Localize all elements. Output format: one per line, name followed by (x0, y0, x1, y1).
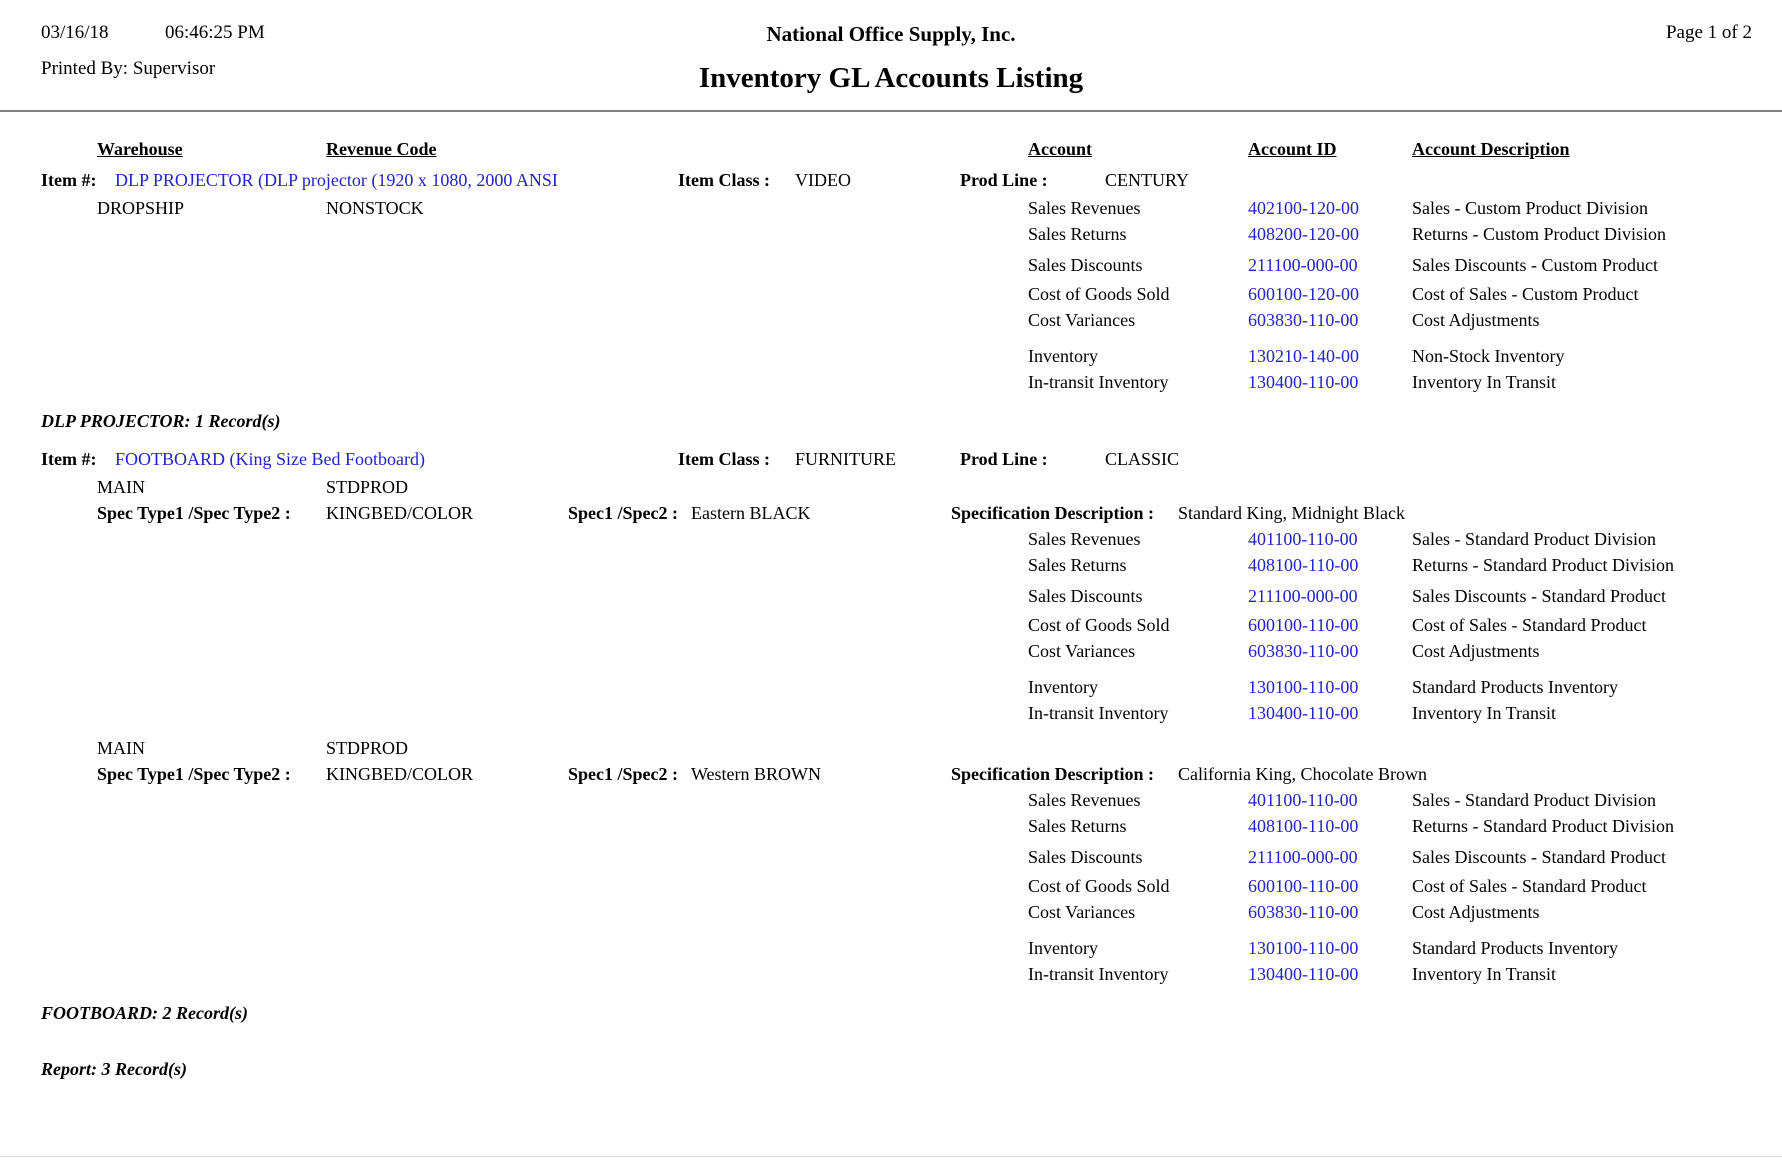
account-label: Sales Discounts (1028, 586, 1143, 606)
spec-row (0, 500, 1782, 526)
spec-description-value: California King, Chocolate Brown (1178, 764, 1427, 784)
account-label: Sales Returns (1028, 555, 1127, 575)
page-number: Page 1 of 2 (1665, 22, 1752, 43)
account-label: In-transit Inventory (1028, 372, 1169, 392)
report-header-line1 (0, 22, 1782, 58)
account-id-link[interactable]: 130210-140-00 (1248, 346, 1359, 366)
account-id-link[interactable]: 603830-110-00 (1248, 902, 1359, 922)
account-description: Cost of Sales - Custom Product (1412, 284, 1639, 304)
account-id-link[interactable]: 130100-110-00 (1248, 938, 1359, 958)
account-id-link[interactable]: 600100-110-00 (1248, 615, 1359, 635)
item-header-row (0, 167, 1782, 193)
account-row (0, 612, 1782, 638)
company-name: National Office Supply, Inc. (766, 22, 1016, 46)
spec-description-value: Standard King, Midnight Black (1178, 503, 1405, 523)
column-headers (0, 136, 1782, 162)
prod-line-value: CLASSIC (1105, 449, 1180, 469)
account-description: Returns - Custom Product Division (1412, 224, 1667, 244)
col-account-description: Account Description (1412, 139, 1570, 159)
account-id-link[interactable]: 408100-110-00 (1248, 555, 1359, 575)
account-description: Sales Discounts - Custom Product (1412, 255, 1658, 275)
account-description: Standard Products Inventory (1412, 938, 1618, 958)
print-time: 06:46:25 PM (165, 22, 265, 43)
spec-row (0, 761, 1782, 787)
account-row (0, 935, 1782, 961)
account-description: Returns - Standard Product Division (1412, 816, 1674, 836)
account-label: Sales Revenues (1028, 529, 1141, 549)
col-account: Account (1028, 139, 1092, 159)
col-warehouse: Warehouse (97, 139, 183, 159)
account-label: Inventory (1028, 677, 1098, 697)
warehouse-group (0, 195, 1782, 395)
account-description: Cost Adjustments (1412, 902, 1540, 922)
account-row (0, 583, 1782, 609)
account-id-link[interactable]: 600100-110-00 (1248, 876, 1359, 896)
warehouse-value: DROPSHIP (97, 198, 185, 218)
account-description: Cost of Sales - Standard Product (1412, 615, 1647, 635)
account-label: Sales Returns (1028, 816, 1127, 836)
account-id-link[interactable]: 211100-000-00 (1248, 586, 1358, 606)
report-header-line2 (0, 58, 1782, 104)
account-row (0, 526, 1782, 552)
account-row (0, 700, 1782, 726)
report-summary-row (0, 1056, 1782, 1082)
account-id-link[interactable]: 130100-110-00 (1248, 677, 1359, 697)
account-row (0, 873, 1782, 899)
account-label: Cost of Goods Sold (1028, 615, 1170, 635)
account-description: Sales - Standard Product Division (1412, 529, 1656, 549)
account-label: Inventory (1028, 346, 1098, 366)
warehouse-value: MAIN (97, 738, 145, 758)
account-id-link[interactable]: 401100-110-00 (1248, 790, 1358, 810)
account-description: Cost of Sales - Standard Product (1412, 876, 1647, 896)
spec-type-value: KINGBED/COLOR (326, 503, 473, 523)
revenue-code-value: STDPROD (326, 477, 409, 497)
spec-label: Spec1 /Spec2 : (568, 503, 678, 523)
account-row (0, 552, 1782, 578)
warehouse-value: MAIN (97, 477, 145, 497)
spec-type-label: Spec Type1 /Spec Type2 : (97, 764, 291, 784)
account-label: Cost of Goods Sold (1028, 876, 1170, 896)
item-summary-row (0, 1000, 1782, 1026)
item-header-row (0, 446, 1782, 472)
account-row (0, 787, 1782, 813)
account-row (0, 307, 1782, 333)
account-label: Cost of Goods Sold (1028, 284, 1170, 304)
report-record-count: Report: 3 Record(s) (41, 1059, 187, 1079)
account-label: In-transit Inventory (1028, 964, 1169, 984)
account-row (0, 281, 1782, 307)
spec-type-label: Spec Type1 /Spec Type2 : (97, 503, 291, 523)
account-id-link[interactable]: 402100-120-00 (1248, 198, 1359, 218)
account-label: Cost Variances (1028, 902, 1136, 922)
print-date: 03/16/18 (41, 22, 109, 43)
account-row (0, 221, 1782, 247)
account-label: In-transit Inventory (1028, 703, 1169, 723)
spec-description-label: Specification Description : (951, 764, 1154, 784)
account-row (0, 961, 1782, 987)
report-title: Inventory GL Accounts Listing (698, 62, 1084, 94)
account-row (0, 899, 1782, 925)
account-id-link[interactable]: 211100-000-00 (1248, 847, 1358, 867)
warehouse-group (0, 735, 1782, 987)
account-description: Cost Adjustments (1412, 310, 1540, 330)
account-id-link[interactable]: 130400-110-00 (1248, 964, 1359, 984)
account-id-link[interactable]: 603830-110-00 (1248, 641, 1359, 661)
item-class-value: FURNITURE (795, 449, 897, 469)
prod-line-value: CENTURY (1105, 170, 1190, 190)
account-id-link[interactable]: 211100-000-00 (1248, 255, 1358, 275)
account-label: Sales Discounts (1028, 255, 1143, 275)
account-description: Inventory In Transit (1412, 703, 1556, 723)
warehouse-row (0, 474, 1782, 500)
account-id-link[interactable]: 130400-110-00 (1248, 703, 1359, 723)
account-row (0, 638, 1782, 664)
account-label: Sales Revenues (1028, 790, 1141, 810)
item-number-label: Item #: (41, 170, 97, 190)
header-divider (0, 110, 1782, 112)
spec-value: Western BROWN (691, 764, 822, 784)
account-description: Cost Adjustments (1412, 641, 1540, 661)
item-record-count: FOOTBOARD: 2 Record(s) (41, 1003, 248, 1023)
account-id-link[interactable]: 401100-110-00 (1248, 529, 1358, 549)
col-revenue-code: Revenue Code (326, 139, 437, 159)
account-label: Sales Returns (1028, 224, 1127, 244)
account-description: Inventory In Transit (1412, 964, 1556, 984)
item-name-link[interactable]: FOOTBOARD (King Size Bed Footboard) (115, 449, 425, 469)
account-description: Inventory In Transit (1412, 372, 1556, 392)
account-description: Sales - Custom Product Division (1412, 198, 1649, 218)
revenue-code-value: STDPROD (326, 738, 409, 758)
account-description: Sales Discounts - Standard Product (1412, 586, 1666, 606)
account-row (0, 369, 1782, 395)
revenue-code-value: NONSTOCK (326, 198, 424, 218)
account-row (0, 674, 1782, 700)
spec-type-value: KINGBED/COLOR (326, 764, 473, 784)
account-label: Sales Discounts (1028, 847, 1143, 867)
item-class-label: Item Class : (678, 170, 770, 190)
account-row (0, 252, 1782, 278)
account-id-link[interactable]: 600100-120-00 (1248, 284, 1359, 304)
account-id-link[interactable]: 408100-110-00 (1248, 816, 1359, 836)
account-description: Sales Discounts - Standard Product (1412, 847, 1666, 867)
account-row (0, 813, 1782, 839)
account-description: Standard Products Inventory (1412, 677, 1618, 697)
account-description: Non-Stock Inventory (1412, 346, 1565, 366)
spec-label: Spec1 /Spec2 : (568, 764, 678, 784)
account-description: Sales - Standard Product Division (1412, 790, 1656, 810)
spec-description-label: Specification Description : (951, 503, 1154, 523)
col-account-id: Account ID (1248, 139, 1337, 159)
item-class-label: Item Class : (678, 449, 770, 469)
warehouse-group (0, 474, 1782, 726)
page-bottom-divider (0, 1156, 1782, 1157)
prod-line-label: Prod Line : (960, 170, 1048, 190)
account-label: Sales Revenues (1028, 198, 1141, 218)
account-id-link[interactable]: 408200-120-00 (1248, 224, 1359, 244)
account-id-link[interactable]: 130400-110-00 (1248, 372, 1359, 392)
account-id-link[interactable]: 603830-110-00 (1248, 310, 1359, 330)
printed-by: Printed By: Supervisor (41, 58, 216, 79)
prod-line-label: Prod Line : (960, 449, 1048, 469)
account-description: Returns - Standard Product Division (1412, 555, 1674, 575)
item-summary-row (0, 408, 1782, 434)
account-label: Cost Variances (1028, 641, 1136, 661)
warehouse-row (0, 735, 1782, 761)
item-record-count: DLP PROJECTOR: 1 Record(s) (41, 411, 281, 431)
account-row (0, 844, 1782, 870)
item-name-link[interactable]: DLP PROJECTOR (DLP projector (1920 x 1080, 2000 ANSI (115, 170, 558, 190)
account-row (0, 195, 1782, 221)
account-label: Cost Variances (1028, 310, 1136, 330)
item-class-value: VIDEO (795, 170, 851, 190)
spec-value: Eastern BLACK (691, 503, 811, 523)
item-number-label: Item #: (41, 449, 97, 469)
account-row (0, 343, 1782, 369)
account-label: Inventory (1028, 938, 1098, 958)
